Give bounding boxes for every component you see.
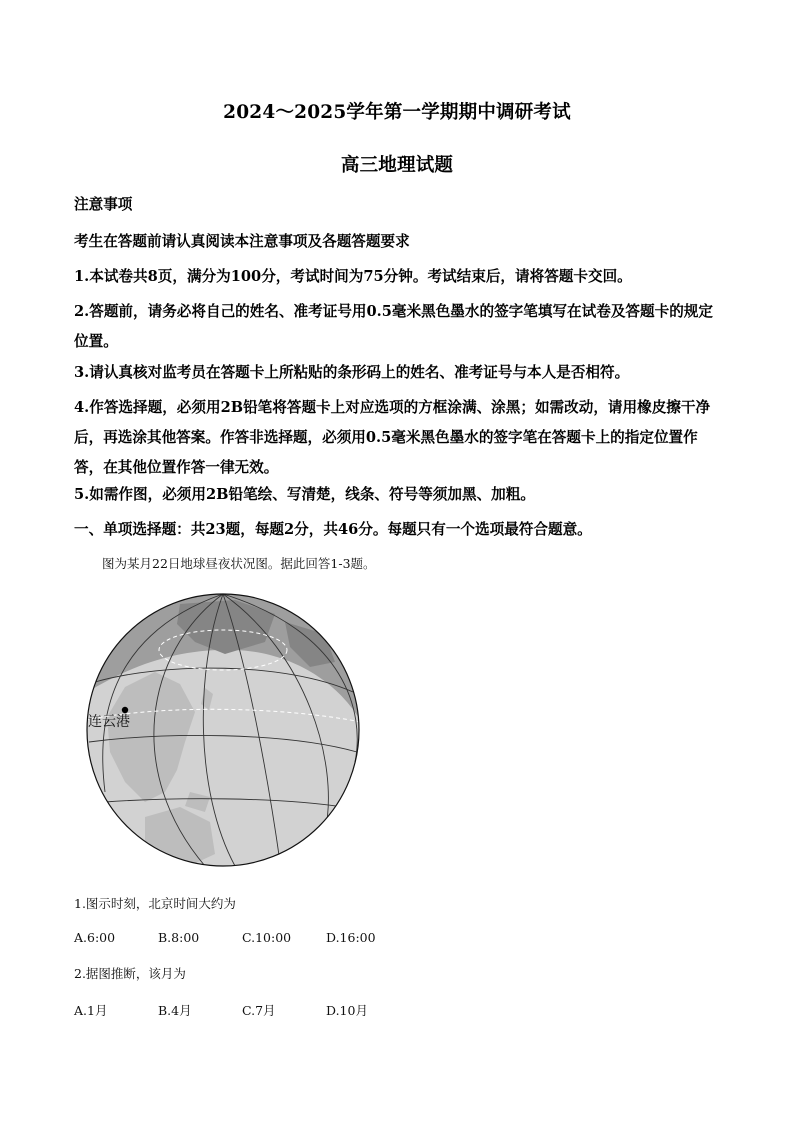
notes-intro: 考生在答题前请认真阅读本注意事项及各题答题要求 [74,233,410,250]
option-c[interactable]: C.7月 [242,1003,276,1018]
note-item-3: 3.请认真核对监考员在答题卡上所粘贴的条形码上的姓名、准考证号与本人是否相符。 [74,364,630,381]
note-item-5: 5.如需作图，必须用2B铅笔绘、写清楚，线条、符号等须加黑、加粗。 [74,486,535,503]
notes-heading: 注意事项 [74,196,133,213]
figure-intro: 图为某月22日地球昼夜状况图。据此回答1-3题。 [102,556,376,571]
subject-title: 高三地理试题 [340,155,454,176]
option-c[interactable]: C.10:00 [242,930,292,945]
option-b[interactable]: B.8:00 [158,930,200,945]
note-item-2: 2.答题前，请务必将自己的姓名、准考证号用0.5毫米黑色墨水的签字笔填写在试卷及答题卡的规定位置。 [74,303,713,350]
question-2-stem: 2.据图推断，该月为 [74,966,186,981]
option-a[interactable]: A.1月 [74,1003,108,1018]
option-a[interactable]: A.6:00 [74,930,116,945]
question-2-options [74,1001,410,1019]
option-d[interactable]: D.16:00 [326,930,376,945]
note-item-1: 1.本试卷共8页，满分为100分，考试时间为75分钟。考试结束后，请将答题卡交回。 [74,268,632,285]
question-1-options [74,930,410,945]
question-1-stem: 1.图示时刻，北京时间大约为 [74,896,236,911]
option-d[interactable]: D.10月 [326,1003,368,1018]
option-b[interactable]: B.4月 [158,1003,192,1018]
note-item-4: 4.作答选择题，必须用2B铅笔将答题卡上对应选项的方框涂满、涂黑；如需改动，请用橡皮擦干净后，再选涂其他答案。作答非选择题，必须用0.5毫米黑色墨水的签字笔在答题卡上的指定位置作答，在其他位置作答一律无效。 [74,399,711,476]
exam-title: 2024～2025学年第一学期期中调研考试 [223,102,571,123]
section-heading: 一、单项选择题：共23题，每题2分，共46分。每题只有一个选项最符合题意。 [74,521,592,538]
city-label: 连云港 [88,714,130,730]
